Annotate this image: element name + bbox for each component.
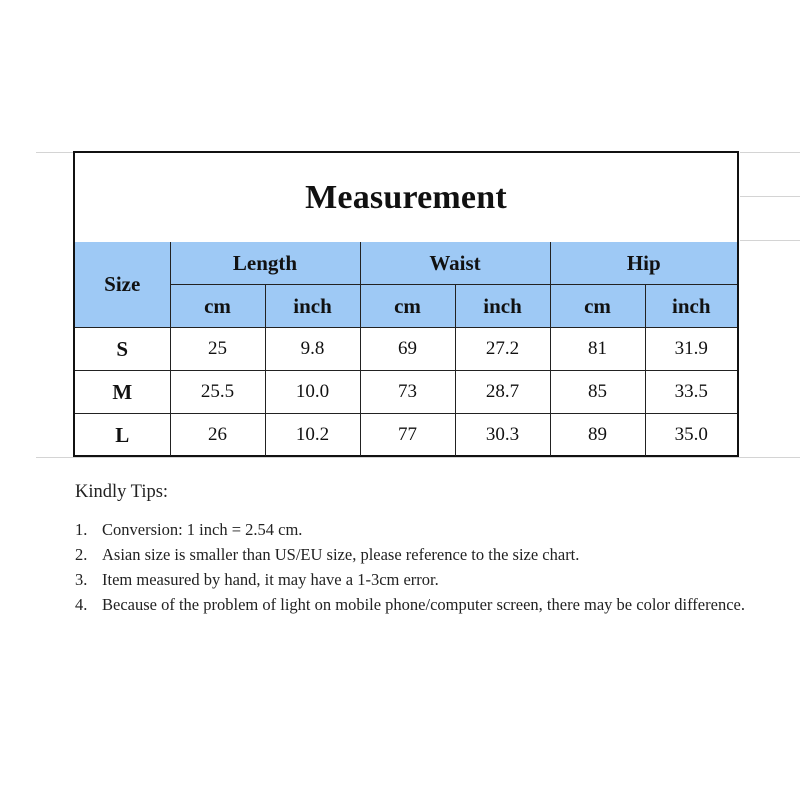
unit-header: inch <box>455 285 550 328</box>
waist-header: Waist <box>360 242 550 285</box>
value-cell: 10.2 <box>265 414 360 457</box>
value-cell: 25 <box>170 328 265 371</box>
value-cell: 9.8 <box>265 328 360 371</box>
tip-item <box>75 592 755 617</box>
value-cell: 33.5 <box>645 371 737 414</box>
sheet-gridline <box>36 457 800 458</box>
size-cell: S <box>75 328 170 371</box>
tip-item <box>75 517 755 542</box>
tip-number: 2. <box>75 545 88 564</box>
kindly-tips <box>75 482 755 617</box>
tip-text: Conversion: 1 inch = 2.54 cm. <box>102 520 303 539</box>
size-cell: L <box>75 414 170 457</box>
hip-header: Hip <box>550 242 737 285</box>
tip-text: Because of the problem of light on mobile phone/computer screen, there may be color difference. <box>102 595 745 614</box>
value-cell: 25.5 <box>170 371 265 414</box>
value-cell: 26 <box>170 414 265 457</box>
unit-header: cm <box>170 285 265 328</box>
sheet-gridline <box>740 196 800 197</box>
tip-item <box>75 567 755 592</box>
tip-number: 4. <box>75 595 88 614</box>
value-cell: 77 <box>360 414 455 457</box>
value-cell: 89 <box>550 414 645 457</box>
tip-text: Asian size is smaller than US/EU size, please reference to the size chart. <box>102 545 580 564</box>
tip-item <box>75 542 755 567</box>
value-cell: 69 <box>360 328 455 371</box>
value-cell: 81 <box>550 328 645 371</box>
size-chart <box>73 151 739 457</box>
size-header: Size <box>75 242 170 328</box>
tips-heading: Kindly Tips: <box>75 482 169 502</box>
value-cell: 30.3 <box>455 414 550 457</box>
tip-text: Item measured by hand, it may have a 1-3cm error. <box>102 570 439 589</box>
value-cell: 35.0 <box>645 414 737 457</box>
value-cell: 10.0 <box>265 371 360 414</box>
sheet-gridline <box>740 240 800 241</box>
chart-title: Measurement <box>305 178 507 216</box>
size-table <box>75 242 737 456</box>
value-cell: 31.9 <box>645 328 737 371</box>
length-header: Length <box>170 242 360 285</box>
size-cell: M <box>75 371 170 414</box>
value-cell: 27.2 <box>455 328 550 371</box>
value-cell: 28.7 <box>455 371 550 414</box>
unit-header: inch <box>645 285 737 328</box>
sheet-gridline <box>36 152 74 153</box>
value-cell: 73 <box>360 371 455 414</box>
unit-header: inch <box>265 285 360 328</box>
tip-number: 3. <box>75 570 88 589</box>
sheet-gridline <box>740 152 800 153</box>
unit-header: cm <box>360 285 455 328</box>
header-row-units <box>75 285 737 328</box>
unit-header: cm <box>550 285 645 328</box>
value-cell: 85 <box>550 371 645 414</box>
tip-number: 1. <box>75 520 88 539</box>
table-row <box>75 414 737 457</box>
table-row <box>75 328 737 371</box>
header-row-groups <box>75 242 737 285</box>
table-row <box>75 371 737 414</box>
